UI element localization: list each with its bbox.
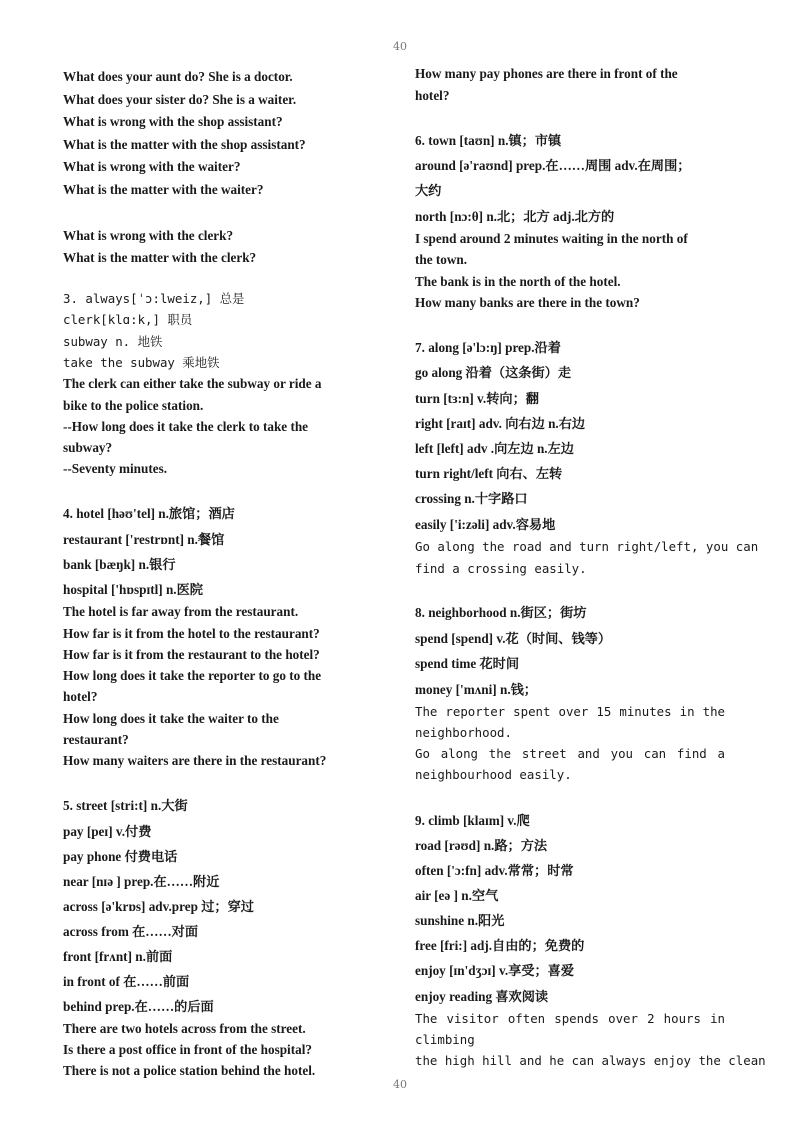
text-line: near [nɪə ] prep.在……附近 (63, 874, 220, 889)
text-line: sunshine n.阳光 (415, 913, 505, 928)
text-line: subway? (63, 440, 113, 455)
text-line: How many waiters are there in the restaurant? (63, 753, 327, 768)
text-line: How long does it take the waiter to the (63, 711, 279, 726)
text-line: The bank is in the north of the hotel. (415, 274, 621, 289)
text-line: pay [peɪ] v.付费 (63, 824, 152, 839)
text-line: restaurant ['restrɒnt] n.餐馆 (63, 532, 225, 547)
text-line: left [left] adv .向左边 n.左边 (415, 441, 574, 456)
text-line: What is wrong with the waiter? (63, 159, 241, 174)
text-line: in front of 在……前面 (63, 974, 190, 989)
text-line: the high hill and he can always enjoy the clean (415, 1053, 766, 1068)
text-line: across [ə'krɒs] adv.prep 过；穿过 (63, 899, 254, 914)
text-line: neighborhood. (415, 725, 512, 740)
text-line: turn right/left 向右、左转 (415, 466, 563, 481)
text-line: The reporter spent over 15 minutes in the (415, 704, 725, 719)
text-line: road [rəʊd] n.路；方法 (415, 838, 548, 853)
text-line: behind prep.在……的后面 (63, 999, 214, 1014)
text-line: spend [spend] v.花（时间、钱等） (415, 631, 612, 646)
text-line: clerk[klɑ:k,] 职员 (63, 312, 193, 327)
text-line: How many banks are there in the town? (415, 295, 640, 310)
text-line: around [ə'raʊnd] prep.在……周围 adv.在周围； (415, 158, 691, 173)
text-line: across from 在……对面 (63, 924, 199, 939)
text-line: the town. (415, 252, 468, 267)
text-line: often ['ɔ:fn] adv.常常；时常 (415, 863, 574, 878)
text-line: go along 沿着（这条街）走 (415, 365, 572, 380)
text-line: There is not a police station behind the hotel. (63, 1063, 316, 1078)
text-line: 3. always[ˈɔ:lweiz,] 总是 (63, 291, 245, 306)
text-line: Go along the street and you can find a (415, 746, 725, 761)
text-line: --Seventy minutes. (63, 461, 168, 476)
text-line: front [frʌnt] n.前面 (63, 949, 173, 964)
text-line: find a crossing easily. (415, 561, 587, 576)
text-line: subway n. 地铁 (63, 334, 163, 349)
page-number-top: 40 (393, 40, 407, 53)
text-line: 5. street [stri:t] n.大街 (63, 798, 188, 813)
text-line: enjoy [ɪn'dʒɔɪ] v.享受；喜爱 (415, 963, 575, 978)
text-line: How far is it from the hotel to the restaurant? (63, 626, 320, 641)
text-line: spend time 花时间 (415, 656, 520, 671)
text-line: The clerk can either take the subway or ride a (63, 376, 322, 391)
text-line: How many pay phones are there in front of the (415, 66, 678, 81)
text-line: right [raɪt] adv. 向右边 n.右边 (415, 416, 586, 431)
text-line: 6. town [taʊn] n.镇；市镇 (415, 133, 562, 148)
text-line: neighbourhood easily. (415, 767, 572, 782)
text-line: What is the matter with the clerk? (63, 250, 257, 265)
text-line: What does your sister do? She is a waiter. (63, 92, 297, 107)
text-line: 7. along [ə'lɔ:ŋ] prep.沿着 (415, 340, 561, 355)
text-line: hotel? (63, 689, 98, 704)
text-line: I spend around 2 minutes waiting in the north of (415, 231, 688, 246)
text-line: hotel? (415, 88, 450, 103)
text-line: pay phone 付费电话 (63, 849, 178, 864)
text-line: bike to the police station. (63, 398, 204, 413)
text-line: What is wrong with the clerk? (63, 228, 234, 243)
text-line: restaurant? (63, 732, 129, 747)
text-line: The visitor often spends over 2 hours in (415, 1011, 725, 1026)
text-line: What is wrong with the shop assistant? (63, 114, 283, 129)
text-line: money ['mʌni] n.钱； (415, 682, 537, 697)
text-line: enjoy reading 喜欢阅读 (415, 989, 549, 1004)
text-line: 9. climb [klaɪm] v.爬 (415, 813, 530, 828)
text-line: north [nɔ:θ] n.北；北方 adj.北方的 (415, 209, 615, 224)
text-line: hospital ['hɒspɪtl] n.医院 (63, 582, 203, 597)
text-line: The hotel is far away from the restaurant. (63, 604, 299, 619)
text-line: 8. neighborhood n.街区；街坊 (415, 605, 587, 620)
text-line: climbing (415, 1032, 475, 1047)
text-line: How far is it from the restaurant to the hotel? (63, 647, 320, 662)
text-line: 4. hotel [həʊ'tel] n.旅馆；酒店 (63, 506, 235, 521)
text-line: How long does it take the reporter to go to the (63, 668, 322, 683)
text-line: air [eə ] n.空气 (415, 888, 499, 903)
text-line: crossing n.十字路口 (415, 491, 528, 506)
text-line: free [fri:] adj.自由的；免费的 (415, 938, 585, 953)
text-line: What is the matter with the shop assistant? (63, 137, 306, 152)
text-line: turn [tɜ:n] v.转向；翻 (415, 391, 539, 406)
page-number-bottom: 40 (393, 1078, 407, 1091)
text-line: easily ['i:zəli] adv.容易地 (415, 517, 556, 532)
text-line: bank [bæŋk] n.银行 (63, 557, 176, 572)
text-line: What does your aunt do? She is a doctor. (63, 69, 293, 84)
text-line: Is there a post office in front of the hospital? (63, 1042, 312, 1057)
text-line: 大约 (415, 183, 442, 198)
text-line: What is the matter with the waiter? (63, 182, 264, 197)
text-line: take the subway 乘地铁 (63, 355, 220, 370)
text-line: Go along the road and turn right/left, you can (415, 539, 759, 554)
text-line: --How long does it take the clerk to take the (63, 419, 309, 434)
text-line: There are two hotels across from the street. (63, 1021, 306, 1036)
